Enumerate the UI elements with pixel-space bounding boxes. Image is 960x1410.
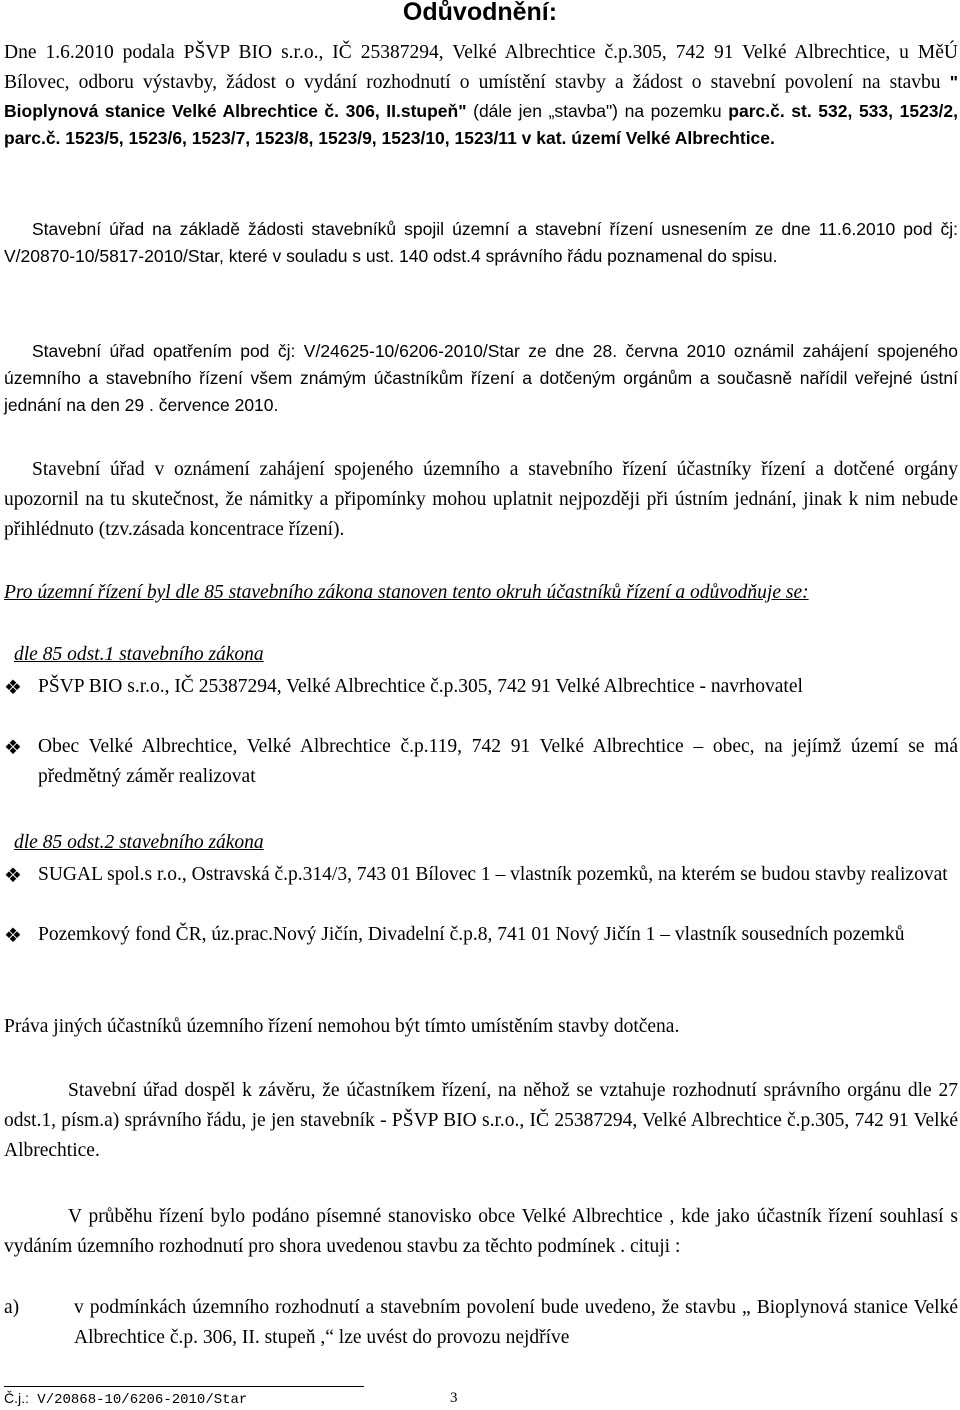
- participant-item: [4, 920, 958, 950]
- page-title: Odůvodnění:: [402, 0, 558, 26]
- group1-heading: dle 85 odst.1 stavebního zákona: [14, 644, 264, 665]
- paragraph-merge-proceedings: [4, 216, 958, 270]
- application-text-start: Dne 1.6.2010 podala PŠVP BIO s.r.o., IČ 25387294, Velké Albrechtice č.p.305, 742 91 Velké Albrechtice, u MěÚ Bílovec, odboru výstavby, žádost o vydání rozhodnutí o umístění stavby a žádost o stavební povolení na stavbu: [4, 42, 958, 93]
- participant-text: PŠVP BIO s.r.o., IČ 25387294, Velké Albrechtice č.p.305, 742 91 Velké Albrechtice - navrhovatel: [38, 676, 803, 697]
- paragraph-notice: [4, 338, 958, 419]
- footer-rule: [4, 1386, 364, 1387]
- condition-text: v podmínkách územního rozhodnutí a stavebním povolení bude uvedeno, že stavbu „ Bioplynová stanice Velké Albrechtice č.p. 306, II. stupeň ,“ lze uvést do provozu nejdříve: [74, 1297, 958, 1348]
- footer: [4, 1388, 474, 1408]
- paragraph-conclusion: [4, 1076, 958, 1166]
- participant-item: [4, 672, 958, 702]
- notice-text: Stavební úřad opatřením pod čj: V/24625-10/6206-2010/Star ze dne 28. června 2010 oznámil zahájení spojeného územního a stavebního řízení všem známým účastníkům řízení a dotčeným orgánům a současně nařídil veřejné ústní jednání na den 29 . července 2010.: [4, 341, 958, 415]
- parcel-list: parc.č. st. 532, 533, 1523/2, parc.č. 1523/5, 1523/6, 1523/7, 1523/8, 1523/9, 1523/10, 1523/11 v kat. území Velké Albrechtice.: [4, 101, 958, 148]
- conclusion-text: Stavební úřad dospěl k závěru, že účastníkem řízení, na něhož se vztahuje rozhodnutí správního orgánu dle 27 odst.1, písm.a) správního řádu, je jen stavebník - PŠVP BIO s.r.o., IČ 25387294, Velké Albrechtice č.p.305, 742 91 Velké Albrechtice.: [4, 1080, 958, 1161]
- participants-heading: Pro územní řízení byl dle 85 stavebního zákona stanoven tento okruh účastníků řízení a odůvodňuje se:: [4, 582, 809, 603]
- participant-item: [4, 732, 958, 792]
- participant-text: Pozemkový fond ČR, úz.prac.Nový Jičín, Divadelní č.p.8, 741 01 Nový Jičín 1 – vlastník sousedních pozemků: [38, 924, 905, 945]
- diamond-bullet-icon: ❖: [4, 923, 22, 947]
- paragraph-municipality-statement: [4, 1202, 958, 1262]
- participant-text: SUGAL spol.s r.o., Ostravská č.p.314/3, 743 01 Bílovec 1 – vlastník pozemků, na kterém se budou stavby realizovat: [38, 864, 948, 885]
- concentration-text: Stavební úřad v oznámení zahájení spojeného územního a stavebního řízení účastníky řízení a dotčené orgány upozornil na tu skutečnost, že námitky a připomínky mohou uplatnit nejpozději při ústním jednání, jinak k nim nebude přihlédnuto (tzv.zásada koncentrace řízení).: [4, 459, 958, 540]
- footer-ref-number: V/20868-10/6206-2010/Star: [28, 1392, 248, 1408]
- application-text-mid: (dále jen „stavba") na pozemku: [466, 101, 729, 121]
- condition-item-a: [4, 1293, 958, 1353]
- condition-label: a): [4, 1297, 20, 1318]
- construction-name: " Bioplynová stanice Velké Albrechtice č. 306, II.stupeň": [4, 72, 958, 121]
- paragraph-rights: Práva jiných účastníků územního řízení nemohou být tímto umístěním stavby dotčena.: [4, 1016, 680, 1037]
- diamond-bullet-icon: ❖: [4, 675, 22, 699]
- group2-heading: dle 85 odst.2 stavebního zákona: [14, 832, 264, 853]
- participant-item: [4, 860, 958, 890]
- municipality-statement-text: V průběhu řízení bylo podáno písemné stanovisko obce Velké Albrechtice , kde jako účastník řízení souhlasí s vydáním územního rozhodnutí pro shora uvedenou stavbu za těchto podmínek . cituji :: [4, 1206, 958, 1257]
- paragraph-concentration: [4, 455, 958, 545]
- diamond-bullet-icon: ❖: [4, 735, 22, 759]
- paragraph-application: [4, 38, 958, 152]
- footer-ref-prefix: Č.j.:: [4, 1390, 29, 1406]
- page-number: 3: [450, 1390, 458, 1406]
- merge-proceedings-text: Stavební úřad na základě žádosti stavebníků spojil územní a stavební řízení usnesením ze dne 11.6.2010 pod čj: V/20870-10/5817-2010/Star, které v souladu s ust. 140 odst.4 správního řádu poznamenal do spisu.: [4, 219, 958, 266]
- participant-text: Obec Velké Albrechtice, Velké Albrechtice č.p.119, 742 91 Velké Albrechtice – obec, na jejímž území se má předmětný záměr realizovat: [38, 736, 958, 787]
- diamond-bullet-icon: ❖: [4, 863, 22, 887]
